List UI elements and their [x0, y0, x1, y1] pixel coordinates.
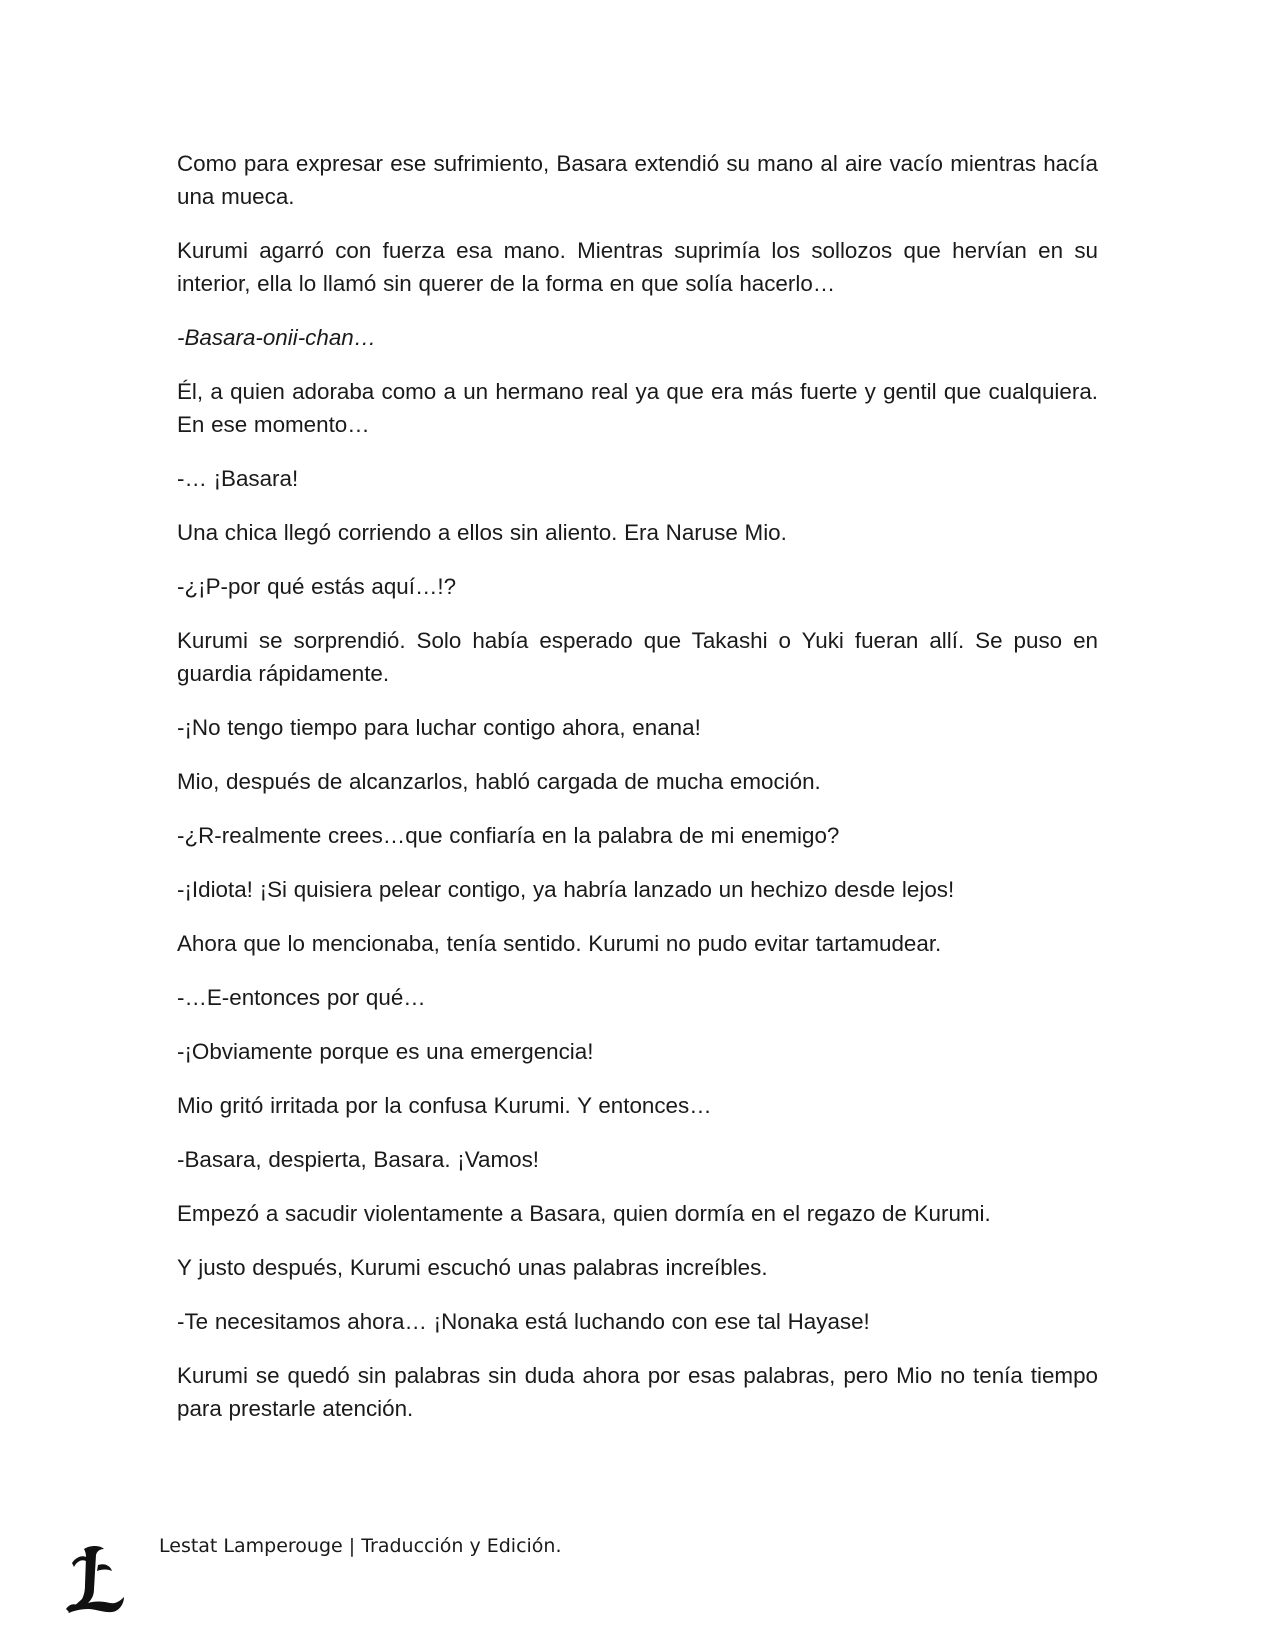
paragraph-19: Y justo después, Kurumi escuchó unas palabras increíbles.	[177, 1255, 768, 1280]
page-footer	[64, 1535, 764, 1625]
translator-credit: Lestat Lamperouge | Traducción y Edición.	[159, 1535, 562, 1557]
paragraph-13: Ahora que lo mencionaba, tenía sentido. Kurumi no pudo evitar tartamudear.	[177, 931, 942, 956]
paragraph-5: -… ¡Basara!	[177, 466, 299, 491]
paragraph-11: -¿R-realmente crees…que confiaría en la palabra de mi enemigo?	[177, 823, 840, 848]
paragraph-14: -…E-entonces por qué…	[177, 985, 426, 1010]
paragraph-10: Mio, después de alcanzarlos, habló cargada de mucha emoción.	[177, 769, 821, 794]
page-body	[177, 147, 1098, 1446]
paragraph-4: Él, a quien adoraba como a un hermano real ya que era más fuerte y gentil que cualquiera. En ese momento…	[177, 379, 1098, 437]
paragraph-2: Kurumi agarró con fuerza esa mano. Mientras suprimía los sollozos que hervían en su interior, ella lo llamó sin querer de la forma en que solía hacerlo…	[177, 238, 1098, 296]
paragraph-17: -Basara, despierta, Basara. ¡Vamos!	[177, 1147, 539, 1172]
paragraph-1: Como para expresar ese sufrimiento, Basara extendió su mano al aire vacío mientras hacía una mueca.	[177, 151, 1098, 209]
paragraph-21: Kurumi se quedó sin palabras sin duda ahora por esas palabras, pero Mio no tenía tiempo para prestarle atención.	[177, 1363, 1098, 1421]
paragraph-12: -¡Idiota! ¡Si quisiera pelear contigo, ya habría lanzado un hechizo desde lejos!	[177, 877, 955, 902]
paragraph-20: -Te necesitamos ahora… ¡Nonaka está luchando con ese tal Hayase!	[177, 1309, 870, 1334]
paragraph-8: Kurumi se sorprendió. Solo había esperado que Takashi o Yuki fueran allí. Se puso en guardia rápidamente.	[177, 628, 1098, 686]
paragraph-3: -Basara-onii-chan…	[177, 325, 377, 350]
paragraph-7: -¿¡P-por qué estás aquí…!?	[177, 574, 457, 599]
paragraph-15: -¡Obviamente porque es una emergencia!	[177, 1039, 594, 1064]
paragraph-18: Empezó a sacudir violentamente a Basara, quien dormía en el regazo de Kurumi.	[177, 1201, 991, 1226]
paragraph-6: Una chica llegó corriendo a ellos sin aliento. Era Naruse Mio.	[177, 520, 787, 545]
paragraph-9: -¡No tengo tiempo para luchar contigo ahora, enana!	[177, 715, 701, 740]
paragraph-16: Mio gritó irritada por la confusa Kurumi. Y entonces…	[177, 1093, 712, 1118]
gothic-letter-l-logo-icon	[64, 1543, 128, 1615]
